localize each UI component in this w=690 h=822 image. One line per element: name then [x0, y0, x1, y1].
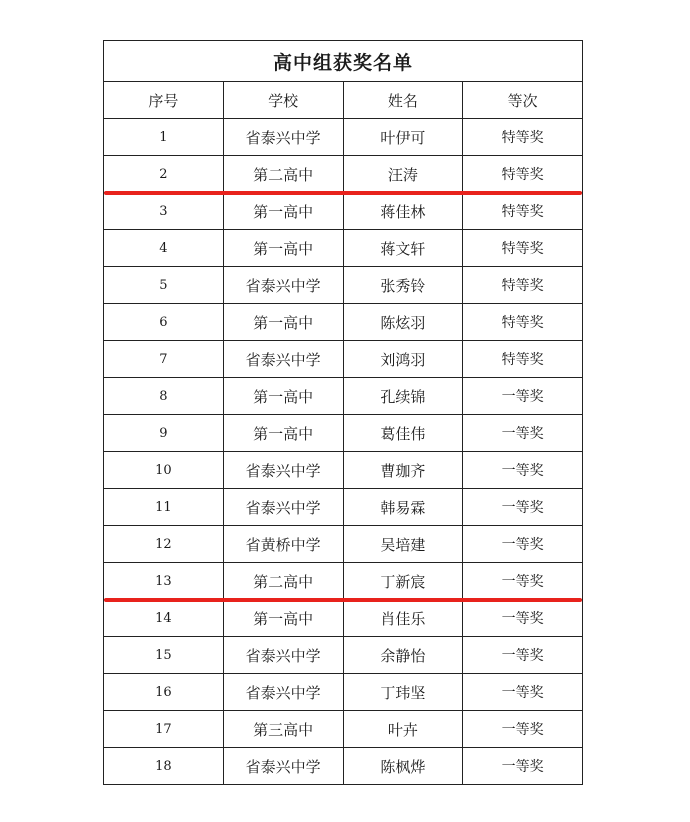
cell-level: 一等奖 [463, 563, 583, 600]
cell-no: 5 [104, 267, 224, 304]
cell-no: 3 [104, 193, 224, 230]
cell-no: 16 [104, 674, 224, 711]
header-row [104, 82, 583, 119]
cell-name: 蒋佳林 [343, 193, 463, 230]
cell-level: 一等奖 [463, 378, 583, 415]
cell-school: 省泰兴中学 [223, 341, 343, 378]
table-row [104, 600, 583, 637]
table-row [104, 674, 583, 711]
cell-no: 9 [104, 415, 224, 452]
table-row [104, 267, 583, 304]
table-row [104, 378, 583, 415]
cell-school: 省黄桥中学 [223, 526, 343, 563]
table-row [104, 748, 583, 785]
cell-name: 叶卉 [343, 711, 463, 748]
table-row [104, 489, 583, 526]
cell-name: 丁玮坚 [343, 674, 463, 711]
cell-name: 叶伊可 [343, 119, 463, 156]
table-title: 高中组获奖名单 [104, 41, 583, 82]
header-name: 姓名 [343, 82, 463, 119]
cell-school: 第二高中 [223, 156, 343, 193]
table-row [104, 711, 583, 748]
cell-name: 吴培建 [343, 526, 463, 563]
table-row [104, 415, 583, 452]
cell-school: 第一高中 [223, 304, 343, 341]
cell-name: 韩易霖 [343, 489, 463, 526]
cell-name: 张秀铃 [343, 267, 463, 304]
cell-no: 1 [104, 119, 224, 156]
cell-level: 一等奖 [463, 637, 583, 674]
title-row [104, 41, 583, 82]
cell-school: 第一高中 [223, 193, 343, 230]
table-row [104, 452, 583, 489]
table-row [104, 230, 583, 267]
cell-school: 省泰兴中学 [223, 674, 343, 711]
cell-no: 10 [104, 452, 224, 489]
cell-name: 肖佳乐 [343, 600, 463, 637]
cell-level: 一等奖 [463, 711, 583, 748]
cell-level: 一等奖 [463, 600, 583, 637]
cell-school: 省泰兴中学 [223, 267, 343, 304]
cell-level: 特等奖 [463, 156, 583, 193]
red-underline-row-13 [104, 598, 582, 602]
cell-name: 曹珈齐 [343, 452, 463, 489]
cell-school: 省泰兴中学 [223, 119, 343, 156]
cell-name: 余静怡 [343, 637, 463, 674]
cell-no: 7 [104, 341, 224, 378]
cell-no: 15 [104, 637, 224, 674]
cell-school: 第一高中 [223, 230, 343, 267]
cell-level: 特等奖 [463, 193, 583, 230]
table-row [104, 193, 583, 230]
header-school: 学校 [223, 82, 343, 119]
cell-school: 第一高中 [223, 415, 343, 452]
cell-level: 特等奖 [463, 304, 583, 341]
cell-name: 孔续锦 [343, 378, 463, 415]
cell-school: 省泰兴中学 [223, 489, 343, 526]
table-row [104, 637, 583, 674]
table-body [104, 119, 583, 785]
cell-no: 14 [104, 600, 224, 637]
table-row [104, 304, 583, 341]
cell-level: 一等奖 [463, 526, 583, 563]
cell-school: 省泰兴中学 [223, 748, 343, 785]
cell-name: 丁新宸 [343, 563, 463, 600]
cell-level: 特等奖 [463, 267, 583, 304]
cell-school: 省泰兴中学 [223, 452, 343, 489]
cell-level: 一等奖 [463, 748, 583, 785]
cell-school: 第二高中 [223, 563, 343, 600]
cell-name: 陈炫羽 [343, 304, 463, 341]
cell-level: 特等奖 [463, 230, 583, 267]
cell-no: 6 [104, 304, 224, 341]
table-row [104, 563, 583, 600]
cell-name: 汪涛 [343, 156, 463, 193]
table-row [104, 156, 583, 193]
table-row [104, 119, 583, 156]
red-underline-row-2 [104, 191, 582, 195]
cell-no: 18 [104, 748, 224, 785]
award-table [103, 40, 583, 785]
cell-no: 13 [104, 563, 224, 600]
cell-level: 一等奖 [463, 415, 583, 452]
cell-no: 17 [104, 711, 224, 748]
header-level: 等次 [463, 82, 583, 119]
cell-no: 11 [104, 489, 224, 526]
cell-no: 8 [104, 378, 224, 415]
cell-school: 第一高中 [223, 378, 343, 415]
cell-name: 陈枫烨 [343, 748, 463, 785]
table-row [104, 341, 583, 378]
header-no: 序号 [104, 82, 224, 119]
cell-level: 一等奖 [463, 489, 583, 526]
table-row [104, 526, 583, 563]
cell-school: 第三高中 [223, 711, 343, 748]
cell-no: 12 [104, 526, 224, 563]
cell-school: 省泰兴中学 [223, 637, 343, 674]
cell-level: 一等奖 [463, 452, 583, 489]
cell-name: 蒋文轩 [343, 230, 463, 267]
cell-level: 特等奖 [463, 119, 583, 156]
cell-name: 葛佳伟 [343, 415, 463, 452]
cell-level: 一等奖 [463, 674, 583, 711]
cell-no: 2 [104, 156, 224, 193]
cell-level: 特等奖 [463, 341, 583, 378]
cell-no: 4 [104, 230, 224, 267]
cell-school: 第一高中 [223, 600, 343, 637]
cell-name: 刘鸿羽 [343, 341, 463, 378]
